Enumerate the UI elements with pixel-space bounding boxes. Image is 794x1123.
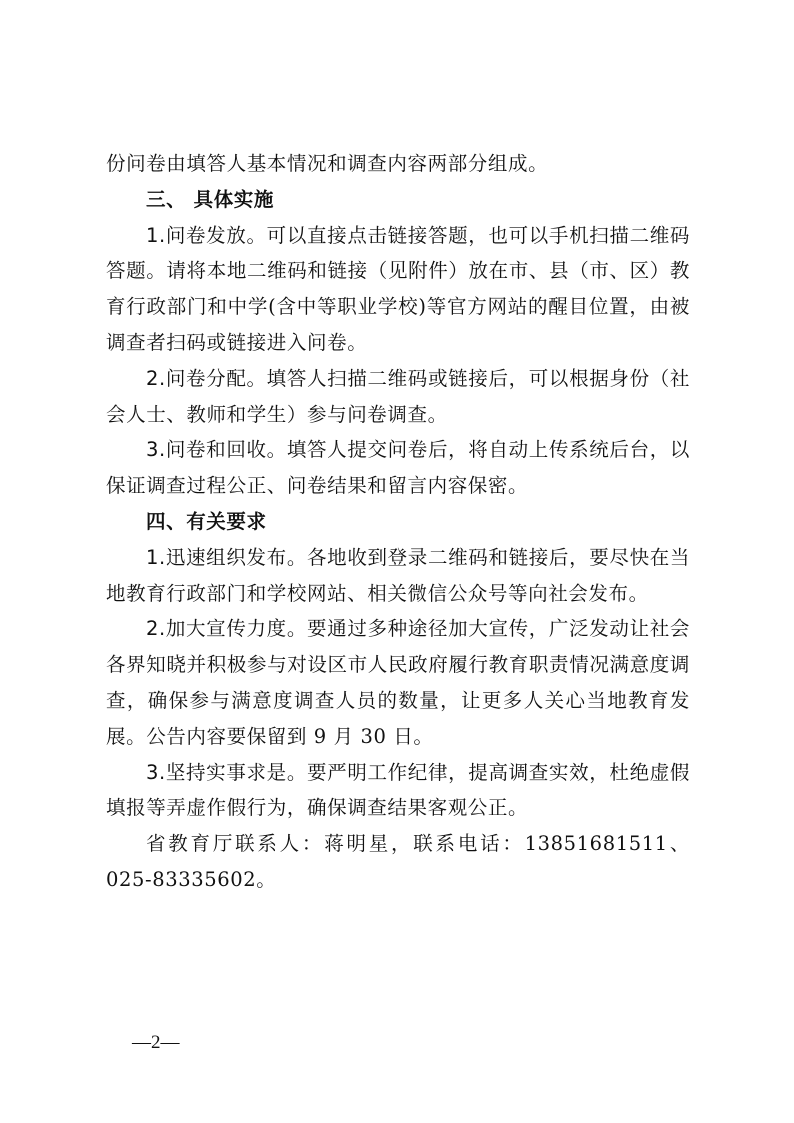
paragraph-truthfulness <box>106 755 690 827</box>
paragraph-allocation <box>106 361 690 433</box>
paragraph-publish <box>106 540 690 612</box>
item-text: 要通过多种途径加大宣传，广泛发动让社会各界知晓并积极参与对设区市人民政府履行教育职责情况满意度调查，确保参与满意度调查人员的数量，让更多人关心当地教育发展。公告内容要保留到 9 月 30 日。 <box>106 617 690 748</box>
paragraph-contact: 省教育厅联系人：蒋明星，联系电话：13851681511、025-83335602。 <box>106 832 690 891</box>
paragraph-publicity <box>106 611 690 754</box>
page-number: —2— <box>132 1032 180 1053</box>
item-lead: 2.问卷分配。 <box>146 366 267 390</box>
item-lead: 3.问卷和回收。 <box>146 438 287 462</box>
item-lead: 2.加大宣传力度。 <box>146 617 307 641</box>
item-lead: 1.迅速组织发布。 <box>146 545 307 569</box>
item-text: 各地收到登录二维码和链接后，要尽快在当地教育行政部门和学校网站、相关微信公众号等向社会发布。 <box>106 545 690 605</box>
document-body <box>106 146 690 898</box>
paragraph-continuation: 份问卷由填答人基本情况和调查内容两部分组成。 <box>106 152 549 175</box>
item-text: 填答人扫描二维码或链接后，可以根据身份（社会人士、教师和学生）参与问卷调查。 <box>106 366 690 426</box>
item-text: 要严明工作纪律，提高调查实效，杜绝虚假填报等弄虚作假行为，确保调查结果客观公正。 <box>106 760 690 820</box>
paragraph-distribution <box>106 218 690 361</box>
item-lead: 3.坚持实事求是。 <box>146 760 307 784</box>
item-text: 可以直接点击链接答题，也可以手机扫描二维码答题。请将本地二维码和链接（见附件）放在市、县（市、区）教育行政部门和中学(含中等职业学校)等官方网站的醒目位置，由被调查者扫码或链接进入问卷。 <box>106 223 690 354</box>
section-heading-implementation: 三、 具体实施 <box>146 187 274 211</box>
paragraph-collection <box>106 432 690 504</box>
section-heading-requirements: 四、有关要求 <box>146 509 267 533</box>
item-text: 填答人提交问卷后，将自动上传系统后台，以保证调查过程公正、问卷结果和留言内容保密。 <box>106 438 690 498</box>
item-lead: 1.问卷发放。 <box>146 223 267 247</box>
